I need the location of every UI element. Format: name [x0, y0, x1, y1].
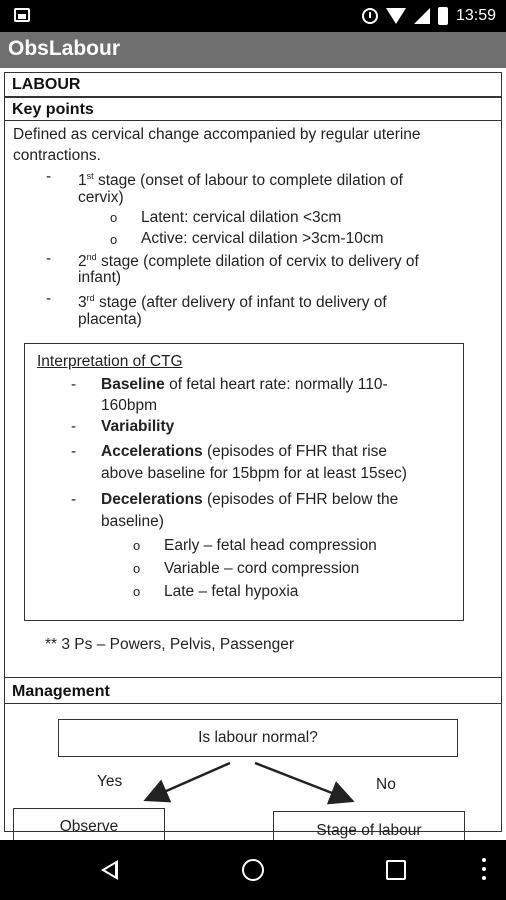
ctg-late: Late – fetal hypoxia — [164, 583, 299, 600]
stage-1-line-2: cervix) — [78, 189, 124, 206]
ctg-accelerations-line-1: Accelerations (episodes of FHR that rise — [101, 443, 388, 460]
stage-3-line-1: 3rd stage (after delivery of infant to delivery of — [78, 293, 387, 312]
wifi-icon — [386, 8, 406, 24]
navigation-bar — [0, 840, 506, 900]
active-phase: Active: cervical dilation >3cm-10cm — [141, 230, 384, 247]
circle-bullet: o — [133, 561, 141, 576]
flow-stage-box — [273, 811, 465, 840]
signal-icon — [414, 8, 430, 24]
latent-phase: Latent: cervical dilation <3cm — [141, 209, 342, 226]
dash-bullet: - — [71, 376, 77, 393]
ctg-early: Early – fetal head compression — [164, 537, 377, 554]
home-icon[interactable] — [242, 859, 264, 881]
ctg-decelerations-line-2: baseline) — [101, 513, 164, 530]
ctg-title: Interpretation of CTG — [37, 353, 183, 370]
alarm-icon — [362, 8, 378, 24]
three-ps-note: ** 3 Ps – Powers, Pelvis, Passenger — [45, 636, 294, 653]
ctg-variable: Variable – cord compression — [164, 560, 360, 577]
circle-bullet: o — [110, 210, 118, 225]
flow-arrows — [0, 68, 506, 840]
definition-line-2: contractions. — [13, 147, 101, 164]
battery-icon — [438, 7, 448, 25]
dash-bullet: - — [46, 290, 52, 307]
flow-observe-text: Observe — [59, 818, 119, 835]
back-icon-inner — [105, 864, 115, 876]
ctg-baseline-line-1: Baseline of fetal heart rate: normally 110- — [101, 376, 388, 393]
picture-notification-icon — [14, 8, 30, 22]
ctg-baseline-line-2: 160bpm — [101, 397, 158, 414]
recent-apps-icon[interactable] — [386, 860, 406, 880]
stage-1-line-1: 1st stage (onset of labour to complete dilation of — [78, 171, 403, 190]
definition-line-1: Defined as cervical change accompanied by regular uterine — [13, 126, 421, 143]
flow-question-text: Is labour normal? — [198, 729, 318, 746]
flow-no-label: No — [376, 776, 396, 793]
stage-2-line-2: infant) — [78, 269, 122, 286]
document-view[interactable] — [0, 68, 506, 840]
management-title: Management — [4, 677, 502, 704]
circle-bullet: o — [110, 232, 118, 247]
action-bar — [0, 32, 506, 68]
ctg-decelerations-line-1: Decelerations (episodes of FHR below the — [101, 491, 399, 508]
ctg-variability: Variability — [101, 418, 175, 435]
dash-bullet: - — [46, 250, 52, 267]
clock: 13:59 — [455, 7, 496, 24]
flow-stage-text: Stage of labour — [316, 822, 422, 839]
flow-yes-label: Yes — [97, 773, 123, 790]
dash-bullet: - — [46, 168, 52, 185]
circle-bullet: o — [133, 584, 141, 599]
key-points-title: Key points — [4, 97, 502, 121]
app-title: ObsLabour — [8, 37, 121, 60]
ctg-accelerations-line-2: above baseline for 15bpm for at least 15sec) — [101, 465, 407, 482]
dash-bullet: - — [71, 418, 77, 435]
flow-observe-box — [13, 808, 165, 840]
yes-arrow — [148, 763, 230, 799]
dash-bullet: - — [71, 443, 77, 460]
section-title: LABOUR — [4, 72, 502, 97]
stage-2-line-1: 2nd stage (complete dilation of cervix to delivery of — [78, 252, 419, 271]
no-arrow — [255, 763, 350, 800]
overflow-menu-icon[interactable] — [482, 858, 486, 882]
circle-bullet: o — [133, 538, 141, 553]
dash-bullet: - — [71, 491, 77, 508]
stage-3-line-2: placenta) — [78, 311, 142, 328]
status-bar — [0, 0, 506, 32]
